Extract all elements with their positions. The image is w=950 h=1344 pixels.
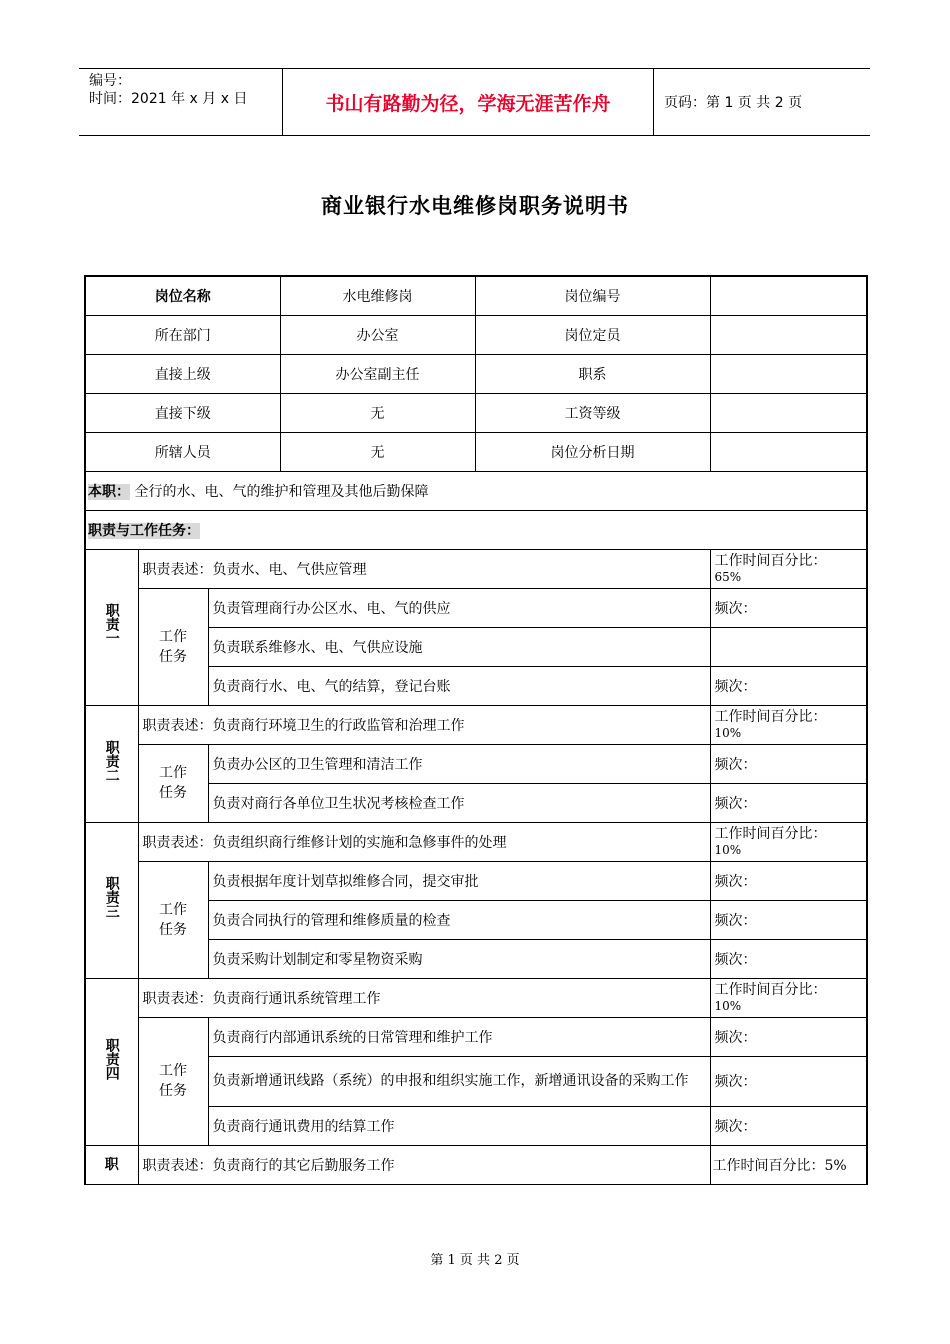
percent-value: 10% [714,842,742,857]
page-header [79,68,870,136]
percent-label: 工作时间百分比： [714,981,827,998]
time-label: 时间：2021 年 x 月 x 日 [89,91,248,107]
task-label [138,1017,208,1145]
duty-desc: 职责表述：负责商行的其它后勤服务工作 [138,1145,710,1184]
task-frequency: 频次： [710,1106,867,1145]
duty-desc-row [85,705,867,744]
duty-label: 职 [85,1145,138,1184]
info-value: 办公室副主任 [280,354,475,393]
duty-desc-row [85,822,867,861]
info-value [710,354,867,393]
task-label-text: 工作任务 [159,901,187,938]
main-duty-text: 全行的水、电、气的维护和管理及其他后勤保障 [134,483,429,500]
duty-desc: 职责表述：负责水、电、气供应管理 [138,549,710,588]
tasks-header-cell [85,510,867,549]
task-text: 负责管理商行办公区水、电、气的供应 [208,588,710,627]
job-description-table [84,275,868,1185]
task-frequency: 频次： [710,1017,867,1056]
info-label: 岗位定员 [475,315,710,354]
task-label-text: 工作任务 [159,628,187,665]
header-meta [79,69,282,135]
task-label-text: 工作任务 [159,1063,187,1099]
task-text: 负责商行水、电、气的结算，登记台账 [208,666,710,705]
info-value [710,432,867,471]
duty-percent [710,978,867,1017]
page-footer: 第 1 页 共 2 页 [430,1253,520,1268]
task-row [85,744,867,783]
task-text: 负责采购计划制定和零星物资采购 [208,939,710,978]
task-text: 负责合同执行的管理和维修质量的检查 [208,900,710,939]
duty-label [85,822,138,978]
duty-percent [710,549,867,588]
duty-percent [710,822,867,861]
info-value: 水电维修岗 [280,276,475,315]
task-frequency: 频次： [710,939,867,978]
task-label [138,744,208,822]
duty-label-text: 职责一 [103,603,120,645]
task-text: 负责新增通讯线路（系统）的申报和组织实施工作，新增通讯设备的采购工作 [208,1056,710,1106]
task-text: 负责办公区的卫生管理和清洁工作 [208,744,710,783]
task-row [85,588,867,627]
info-value: 无 [280,432,475,471]
percent-value: 10% [714,998,742,1013]
main-duty-cell [85,471,867,510]
task-text: 负责根据年度计划草拟维修合同，提交审批 [208,861,710,900]
task-text: 负责商行内部通讯系统的日常管理和维护工作 [208,1017,710,1056]
info-label: 工资等级 [475,393,710,432]
duty-desc-row [85,978,867,1017]
duty-label-text: 职责四 [103,1037,120,1080]
duty-label-text: 职责三 [103,876,120,918]
percent-value: 10% [714,725,742,740]
duty-percent: 工作时间百分比：5% [710,1145,867,1184]
duty-desc: 职责表述：负责商行环境卫生的行政监管和治理工作 [138,705,710,744]
task-row [85,1017,867,1056]
task-frequency: 频次： [710,1056,867,1106]
tasks-header-row [85,510,867,549]
info-label: 所在部门 [85,315,280,354]
task-label [138,588,208,705]
task-text: 负责商行通讯费用的结算工作 [208,1106,710,1145]
number-label: 编号： [89,73,131,89]
percent-label: 工作时间百分比： [714,708,827,725]
document-title: 商业银行水电维修岗职务说明书 [321,194,629,218]
info-value [710,393,867,432]
info-row [85,432,867,471]
tasks-header: 职责与工作任务： [88,522,200,539]
task-frequency: 频次： [710,666,867,705]
info-row [85,393,867,432]
task-frequency: 频次： [710,744,867,783]
page-number-label: 页码：第 1 页 共 2 页 [664,95,803,111]
task-frequency: 频次： [710,783,867,822]
task-row [85,861,867,900]
task-frequency [710,627,867,666]
task-frequency: 频次： [710,861,867,900]
duty-desc: 职责表述：负责商行通讯系统管理工作 [138,978,710,1017]
info-value: 无 [280,393,475,432]
info-value: 办公室 [280,315,475,354]
task-label-text: 工作任务 [159,765,187,801]
main-duty-label: 本职： [88,483,130,500]
info-label: 岗位名称 [85,276,280,315]
info-row [85,315,867,354]
duty-desc-row [85,1145,867,1184]
duty-label [85,549,138,705]
info-label: 岗位分析日期 [475,432,710,471]
motto: 书山有路勤为径，学海无涯苦作舟 [282,69,654,135]
info-value [710,276,867,315]
percent-value: 65% [714,569,742,584]
percent-label: 工作时间百分比： [714,552,827,569]
info-row [85,354,867,393]
duty-percent [710,705,867,744]
task-frequency: 频次： [710,588,867,627]
info-label: 直接下级 [85,393,280,432]
duty-label-text: 职责二 [103,739,120,782]
info-label: 直接上级 [85,354,280,393]
info-label: 岗位编号 [475,276,710,315]
duty-desc: 职责表述：负责组织商行维修计划的实施和急修事件的处理 [138,822,710,861]
duty-label [85,978,138,1145]
task-text: 负责对商行各单位卫生状况考核检查工作 [208,783,710,822]
main-duty-row [85,471,867,510]
task-text: 负责联系维修水、电、气供应设施 [208,627,710,666]
duty-label [85,705,138,822]
task-frequency: 频次： [710,900,867,939]
percent-label: 工作时间百分比： [714,825,827,842]
duty-desc-row [85,549,867,588]
info-row [85,276,867,315]
info-label: 职系 [475,354,710,393]
info-label: 所辖人员 [85,432,280,471]
info-value [710,315,867,354]
task-label [138,861,208,978]
